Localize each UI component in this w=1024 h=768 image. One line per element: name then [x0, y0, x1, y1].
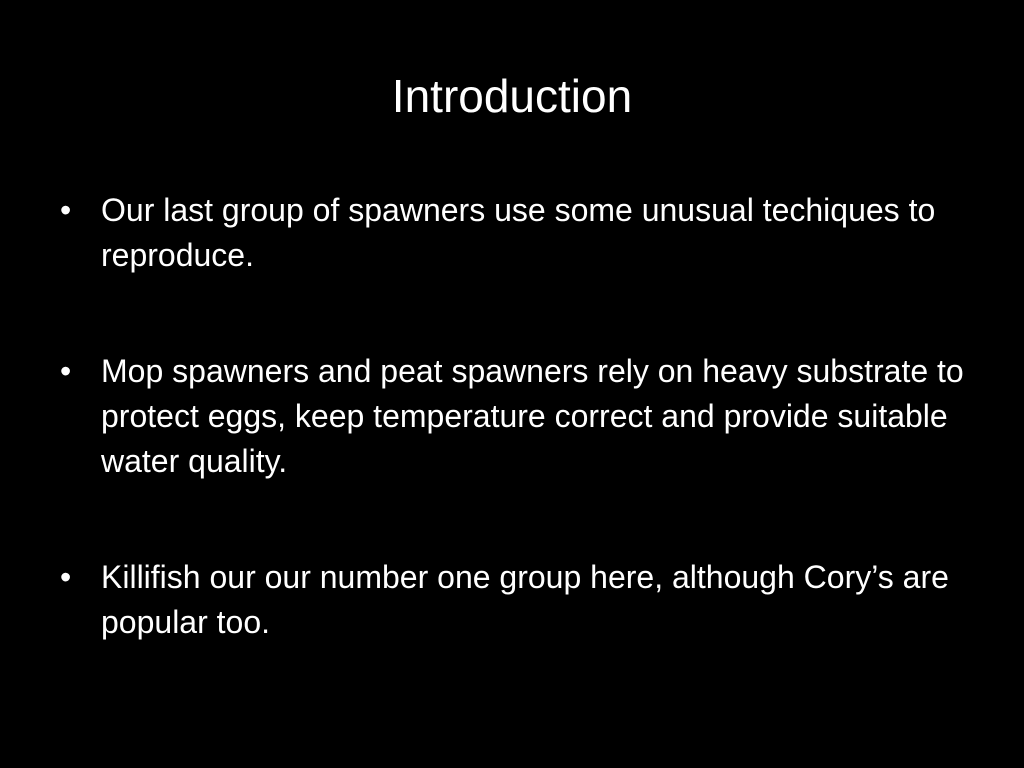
bullet-dot-icon: •	[60, 559, 72, 595]
slide-title: Introduction	[391, 70, 633, 122]
bullet-dot-icon: •	[60, 353, 72, 389]
bullet-item	[60, 188, 980, 278]
bullet-dot-icon: •	[60, 192, 72, 228]
bullet-text: Mop spawners and peat spawners rely on heavy substrate to protect eggs, keep temperature correct and provide suitable water quality.	[101, 353, 964, 479]
bullet-item	[60, 349, 980, 484]
bullet-item	[60, 555, 980, 645]
bullet-text: Killifish our our number one group here, although Cory’s are popular too.	[101, 559, 949, 640]
bullet-text: Our last group of spawners use some unusual techiques to reproduce.	[101, 192, 936, 273]
bullet-list	[60, 188, 980, 645]
